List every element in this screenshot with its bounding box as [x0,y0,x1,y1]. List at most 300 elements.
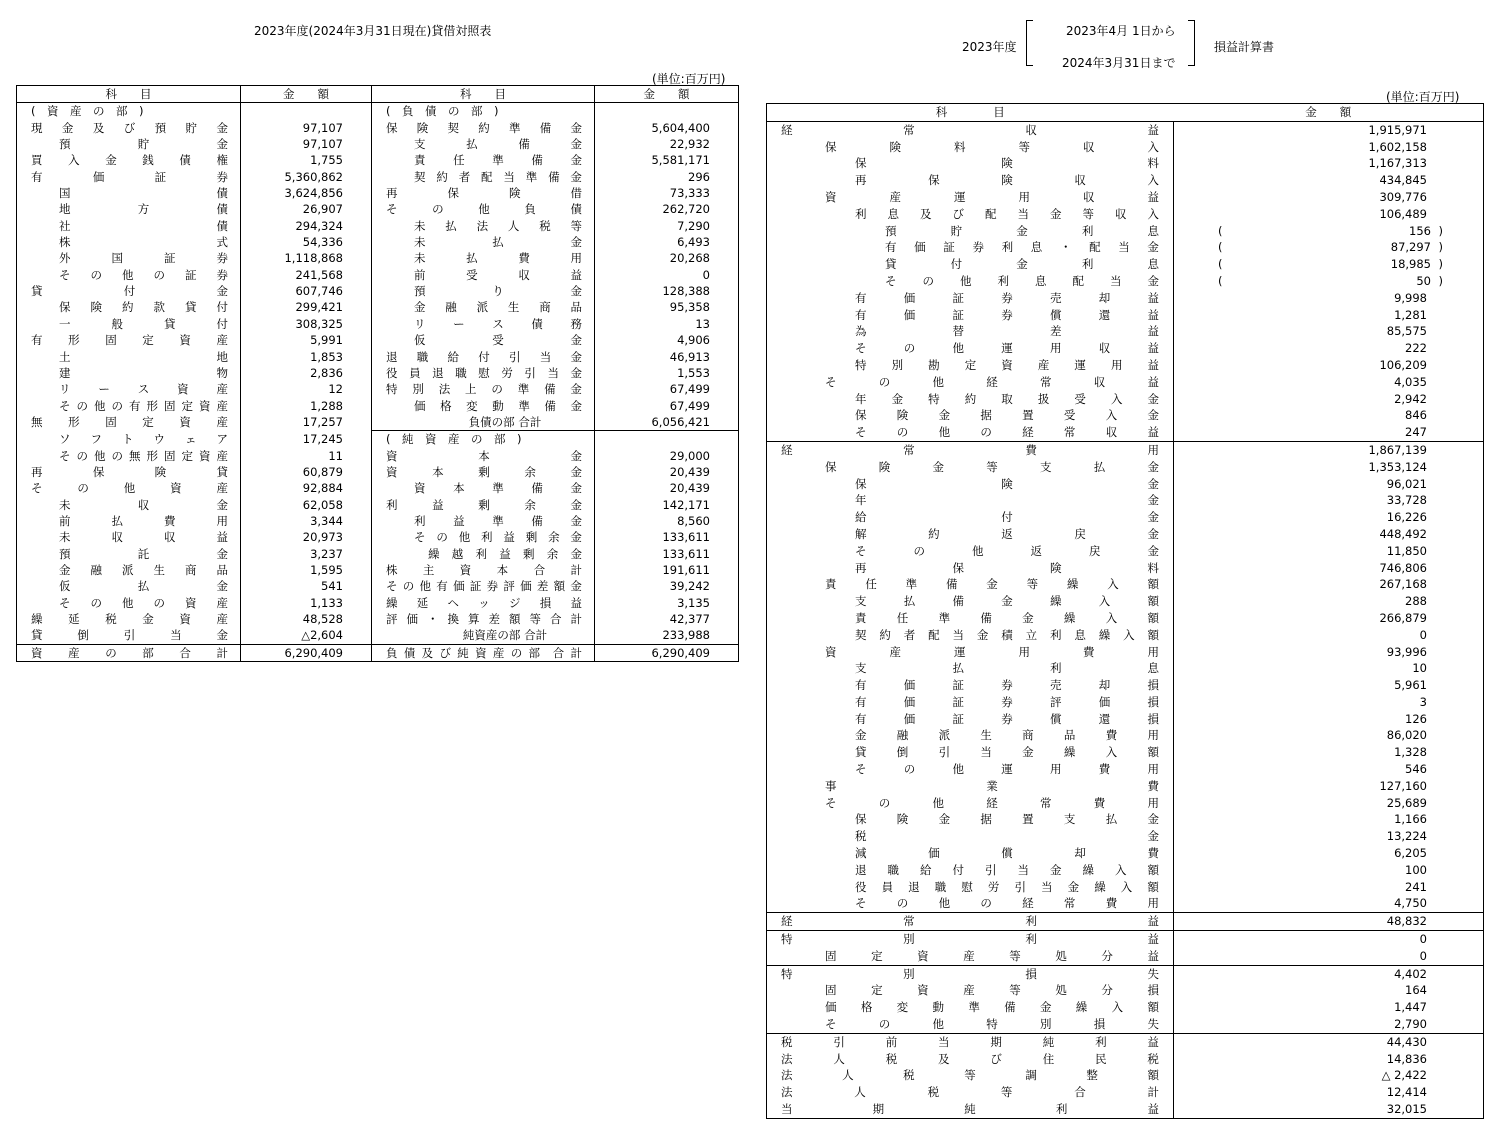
row-value: 3,135 [677,595,710,610]
row-label: 資 産 運 用 収 益 [825,189,1159,204]
row-value: 607,746 [295,284,343,299]
row-label: 契 約 者 配 当 準 備 金 [414,169,582,184]
row-label: 株 式 [59,235,228,250]
row-value: 6,205 [1394,846,1427,861]
row-value: 1,167,313 [1368,156,1427,171]
table-row [767,744,1484,761]
row-value: 20,268 [669,251,710,266]
table-row [17,103,739,120]
table-row [767,172,1484,189]
row-label: 未 収 金 [59,497,228,512]
row-value: 73,333 [669,186,710,201]
amount-header: 金 額 [595,86,739,103]
row-value: 434,845 [1379,173,1427,188]
row-label: そ の 他 の 有 形 固 定 資 産 [59,398,228,413]
row-label: そ の 他 経 常 費 用 [825,795,1159,810]
row-value: 3 [1419,694,1427,709]
row-label: 有 価 証 券 評 価 損 [855,694,1159,709]
row-label: 未 払 法 人 税 等 [414,218,582,233]
table-row [767,239,1484,256]
row-value: 2,790 [1394,1017,1427,1032]
row-value: 1,118,868 [284,251,343,266]
row-value: 0 [1419,948,1427,963]
row-value: 142,171 [662,497,710,512]
row-label: 前 受 収 益 [414,267,582,282]
table-row [767,999,1484,1016]
row-value: 233,988 [662,628,710,643]
row-value: 33,728 [1386,493,1427,508]
row-label: 負 債 及 び 純 資 産 の 部 合 計 [386,645,582,660]
row-label: 外 国 証 券 [59,251,228,266]
row-value: 1,553 [677,365,710,380]
row-value: 5,991 [310,333,343,348]
row-label: 未 払 金 [414,235,582,250]
row-value: 7,290 [677,218,710,233]
row-value: 5,604,400 [651,120,710,135]
table-row [767,307,1484,324]
income-statement-title: 損益計算書 [1214,40,1275,54]
row-value: 4,750 [1394,896,1427,911]
row-label: 固 定 資 産 等 処 分 益 [825,948,1159,963]
table-row [767,1067,1484,1084]
table-row [767,509,1484,526]
table-row [17,201,739,217]
table-row [767,560,1484,577]
row-label: 役 員 退 職 慰 労 引 当 金 [386,365,582,380]
row-label: 貸 付 金 利 息 [885,257,1159,272]
row-value: 85,575 [1386,324,1427,339]
row-value: 4,402 [1394,966,1427,981]
table-row [767,593,1484,610]
balance-sheet-unit: (単位:百万円) [652,72,726,86]
row-label: 株 主 資 本 合 計 [386,562,582,577]
table-row [17,120,739,136]
row-label: 未 収 収 益 [59,530,228,545]
income-statement-period-to: 2024年3月31日まで [1062,56,1176,70]
table-row [767,407,1484,424]
row-label: 有 価 証 券 売 却 損 [855,678,1159,693]
row-value: 50 [1416,273,1431,288]
row-label: そ の 他 負 債 [386,202,582,217]
item-header: 科 目 [17,86,241,103]
table-row [767,155,1484,172]
row-label: 価 格 変 動 準 備 金 繰 入 額 [825,1000,1159,1015]
row-label: 有 価 証 券 利 息 ・ 配 当 金 [885,240,1159,255]
paren-close: ) [1438,240,1443,255]
row-value: 0 [702,267,710,282]
row-label: 預 貯 金 [59,137,228,152]
row-value: △ 2,422 [1381,1068,1427,1083]
table-row [17,218,739,234]
row-label: 法 人 税 等 調 整 額 [781,1068,1159,1083]
row-value: 67,499 [669,398,710,413]
row-label: 金 融 派 生 商 品 費 用 [855,728,1159,743]
table-row [767,913,1484,931]
row-label: ( 資 産 の 部 ) [31,104,144,119]
row-value: 18,985 [1390,257,1431,272]
item-header: 科 目 [372,86,595,103]
income-statement-period-from: 2023年4月 1日から [1066,24,1176,38]
row-value: 5,961 [1394,678,1427,693]
row-label: 税 引 前 当 期 純 利 益 [781,1034,1159,1049]
row-label: 預 り 金 [414,284,582,299]
row-label: 預 託 金 [59,546,228,561]
table-row [767,1101,1484,1118]
row-value: 87,297 [1390,240,1431,255]
row-label: 固 定 資 産 等 処 分 損 [825,983,1159,998]
table-row [767,694,1484,711]
table-row [767,323,1484,340]
table-row [767,711,1484,728]
table-row [767,189,1484,206]
row-label: そ の 他 利 益 剰 余 金 [414,530,582,545]
row-value: 133,611 [662,530,710,545]
row-label: 仮 払 金 [59,579,228,594]
table-row [17,234,739,250]
row-label: ( 純 資 産 の 部 ) [386,432,522,447]
row-label: 再 保 険 料 [855,560,1159,575]
row-label: 保 険 約 款 貸 付 [59,300,228,315]
row-value: 127,160 [1379,778,1427,793]
row-value: 241 [1405,879,1427,894]
row-value: 1,595 [310,562,343,577]
row-value: 32,015 [1386,1102,1427,1117]
row-label: 貸 付 金 [31,284,228,299]
row-value: 546 [1405,762,1427,777]
row-label: 特 別 利 益 [781,932,1159,947]
row-label: 契 約 者 配 当 金 積 立 利 息 繰 入 額 [855,627,1159,642]
row-label: 繰 延 ヘ ッ ジ 損 益 [386,595,582,610]
row-label: 繰 越 利 益 剰 余 金 [428,546,582,561]
table-row [17,250,739,266]
row-label: 貸 倒 引 当 金 [31,628,228,643]
table-row [767,879,1484,896]
row-label: ソ フ ト ウ ェ ア [59,431,228,446]
paren-open: ( [1218,257,1223,272]
row-label: 為 替 差 益 [855,324,1159,339]
row-label: 当 期 純 利 益 [781,1102,1159,1117]
table-row [767,340,1484,357]
table-row [767,828,1484,845]
row-value: 247 [1405,425,1427,440]
row-value: 48,832 [1386,914,1427,929]
row-label: 事 業 費 [825,778,1159,793]
row-value: 20,439 [669,481,710,496]
table-row [17,464,739,480]
row-value: 100 [1405,862,1427,877]
table-row [17,529,739,545]
row-value: 299,421 [295,300,343,315]
item-header: 科 目 [935,105,1005,119]
row-value: 156 [1409,223,1431,238]
row-value: 222 [1405,341,1427,356]
row-value: 4,906 [677,333,710,348]
row-value: 0 [1419,932,1427,947]
row-label: 土 地 [59,349,228,364]
table-row [767,476,1484,493]
table-row [767,761,1484,778]
row-label: 貸 倒 引 当 金 繰 入 額 [855,745,1159,760]
row-value: 1,915,971 [1368,122,1427,137]
row-label: 責 任 準 備 金 等 繰 入 額 [825,577,1159,592]
row-value: 126 [1405,711,1427,726]
row-label: 解 約 返 戻 金 [855,526,1159,541]
row-label: そ の 他 の 資 産 [59,595,228,610]
row-label: 有 価 証 券 [31,169,228,184]
row-value: 448,492 [1379,526,1427,541]
table-row [17,332,739,348]
table-row [767,256,1484,273]
row-value: 746,806 [1379,560,1427,575]
row-label: 再 保 険 借 [386,186,582,201]
row-value: 11 [328,448,343,463]
row-value: 54,336 [302,235,343,250]
row-label: 特 別 損 失 [781,966,1159,981]
row-label: 保 険 料 等 収 入 [825,139,1159,154]
income-statement-table [766,103,1484,1119]
row-label: そ の 他 利 息 配 当 金 [885,273,1159,288]
row-value: 106,209 [1379,357,1427,372]
table-row [17,316,739,332]
row-value: 46,913 [669,349,710,364]
row-label: 減 価 償 却 費 [855,846,1159,861]
row-value: 17,257 [302,415,343,430]
row-label: ( 負 債 の 部 ) [386,104,499,119]
paren-close: ) [1438,223,1443,238]
paren-close: ) [1438,257,1443,272]
table-row [17,546,739,562]
income-statement-unit: (単位:百万円) [1386,90,1460,104]
row-value: 92,884 [302,481,343,496]
row-label: 一 般 貸 付 [59,316,228,331]
row-value: 296 [688,169,710,184]
row-label: 資 本 剰 余 金 [386,464,582,479]
row-value: 14,836 [1386,1051,1427,1066]
row-label: リ ー ス 債 務 [414,316,582,331]
table-row [17,267,739,283]
row-label: そ の 他 有 価 証 券 評 価 差 額 金 [386,579,582,594]
row-value: 5,581,171 [651,153,710,168]
row-label: 経 常 収 益 [781,122,1159,137]
table-row [17,414,739,431]
row-value: 1,288 [310,398,343,413]
row-value: 26,907 [302,202,343,217]
table-row [17,381,739,397]
amount-header: 金 額 [1305,105,1352,119]
table-row [17,595,739,611]
table-row [17,480,739,496]
table-row [17,398,739,414]
row-value: 96,021 [1386,476,1427,491]
row-value: 6,056,421 [651,414,710,429]
row-value: 1,353,124 [1368,459,1427,474]
row-value: 42,377 [669,612,710,626]
row-label: 有 価 証 券 償 還 益 [855,307,1159,322]
row-value: 846 [1405,408,1427,423]
row-value: 20,973 [302,530,343,545]
row-label: 前 払 費 用 [59,513,228,528]
row-label: 現 金 及 び 預 貯 金 [31,120,228,135]
row-value: 62,058 [302,497,343,512]
table-row [17,185,739,201]
table-row [17,152,739,168]
row-value: 262,720 [662,202,710,217]
row-value: 6,290,409 [284,645,343,660]
row-label: 経 常 費 用 [781,442,1159,457]
row-value: 164 [1405,983,1427,998]
row-label: 支 払 利 息 [855,661,1159,676]
table-row [767,644,1484,661]
table-row [767,660,1484,677]
row-label: 地 方 債 [59,202,228,217]
row-value: 288 [1405,594,1427,609]
row-label: 保 険 金 据 置 受 入 金 [855,408,1159,423]
row-value: 1,447 [1394,1000,1427,1015]
table-row [767,811,1484,828]
row-value: 97,107 [302,137,343,152]
row-label: 年 金 [855,493,1159,508]
row-label: リ ー ス 資 産 [59,382,228,397]
row-label: 給 付 金 [855,510,1159,525]
table-row [767,374,1484,391]
table-row [17,136,739,152]
table-row [767,206,1484,223]
table-row [767,273,1484,290]
balance-sheet-title: 2023年度(2024年3月31日現在)貸借対照表 [254,24,492,38]
row-label: 退 職 給 付 引 当 金 [386,349,582,364]
row-label: 年 金 特 約 取 扱 受 入 金 [855,391,1159,406]
row-value: 3,344 [310,513,343,528]
row-value: 309,776 [1379,189,1427,204]
row-value: 0 [1419,627,1427,642]
row-label: 預 貯 金 利 息 [885,223,1159,238]
row-value: 294,324 [295,218,343,233]
table-row [767,610,1484,627]
row-value: 267,168 [1379,577,1427,592]
table-row [767,895,1484,912]
row-value: 1,602,158 [1368,139,1427,154]
row-value: 86,020 [1386,728,1427,743]
table-row [17,431,739,448]
balance-sheet-table [16,85,739,662]
table-row [767,424,1484,441]
row-label: 買 入 金 銭 債 権 [31,153,228,168]
table-row [17,169,739,185]
row-value: 241,568 [295,267,343,282]
table-row [17,283,739,299]
row-label: そ の 他 運 用 収 益 [855,341,1159,356]
row-value: 5,360,862 [284,169,343,184]
row-label: そ の 他 の 証 券 [59,267,228,282]
row-label: そ の 他 資 産 [31,481,228,496]
row-value: 191,611 [662,562,710,577]
table-row [767,677,1484,694]
row-label: 繰 延 税 金 資 産 [31,612,228,626]
table-row [767,357,1484,374]
table-row [17,365,739,381]
row-label: 利 息 及 び 配 当 金 等 収 入 [855,206,1159,221]
row-label: 再 保 険 貸 [31,464,228,479]
row-label: 特 別 法 上 の 準 備 金 [386,382,582,397]
table-row [767,727,1484,744]
row-label: 経 常 利 益 [781,914,1159,929]
row-label: そ の 他 運 用 費 用 [855,762,1159,777]
row-label: 保 険 金 等 支 払 金 [825,459,1159,474]
row-label: 支 払 備 金 繰 入 額 [855,594,1159,609]
table-row [17,611,739,627]
row-value: 2,942 [1394,391,1427,406]
row-label: 保 険 料 [855,156,1159,171]
amount-header: 金 額 [241,86,372,103]
row-value: 95,358 [669,300,710,315]
table-row [17,349,739,365]
row-label: 金 融 派 生 商 品 [59,562,228,577]
table-row [767,1033,1484,1050]
row-label: 利 益 剰 余 金 [386,497,582,512]
table-row [767,795,1484,812]
table-row [767,965,1484,982]
table-row [767,139,1484,156]
table-row [767,121,1484,138]
row-value: 97,107 [302,120,343,135]
row-label: 国 債 [59,186,228,201]
row-label: 資 産 運 用 費 用 [825,644,1159,659]
row-value: 22,932 [669,137,710,152]
paren-open: ( [1218,240,1223,255]
row-label: 法 人 税 等 合 計 [781,1085,1159,1100]
row-value: 266,879 [1379,610,1427,625]
row-label: 純資産の部 合計 [462,628,548,643]
row-value: 10 [1412,661,1427,676]
table-row [17,448,739,464]
row-value: 1,867,139 [1368,442,1427,457]
row-value: 12 [328,382,343,397]
row-label: 責 任 準 備 金 繰 入 額 [855,610,1159,625]
row-label: 保 険 金 据 置 支 払 金 [855,812,1159,827]
row-value: 11,850 [1386,543,1427,558]
row-label: 再 保 険 収 入 [855,173,1159,188]
row-value: 25,689 [1386,795,1427,810]
row-label: 金 融 派 生 商 品 [414,300,582,315]
income-statement-year: 2023年度 [962,40,1017,54]
row-label: 有 価 証 券 償 還 損 [855,711,1159,726]
table-row [767,492,1484,509]
row-label: 資 産 の 部 合 計 [31,645,228,660]
table-row [767,391,1484,408]
row-value: 1,133 [310,595,343,610]
row-label: そ の 他 の 無 形 固 定 資 産 [59,448,228,463]
row-value: 13 [695,316,710,331]
row-label: 有 形 固 定 資 産 [31,333,228,348]
row-value: 20,439 [669,464,710,479]
row-label: そ の 他 の 経 常 収 益 [855,425,1159,440]
row-value: 39,242 [669,579,710,594]
total-row [17,644,739,661]
row-value: 93,996 [1386,644,1427,659]
row-label: 責 任 準 備 金 [414,153,582,168]
table-row [767,543,1484,560]
row-label: 支 払 備 金 [414,137,582,152]
table-row [767,459,1484,476]
row-label: そ の 他 返 戻 金 [855,543,1159,558]
row-value: 3,237 [310,546,343,561]
row-value: 8,560 [677,513,710,528]
table-row [767,1016,1484,1033]
row-label: 特 別 勘 定 資 産 運 用 益 [855,357,1159,372]
paren-open: ( [1218,273,1223,288]
table-row [17,497,739,513]
row-value: 106,489 [1379,206,1427,221]
